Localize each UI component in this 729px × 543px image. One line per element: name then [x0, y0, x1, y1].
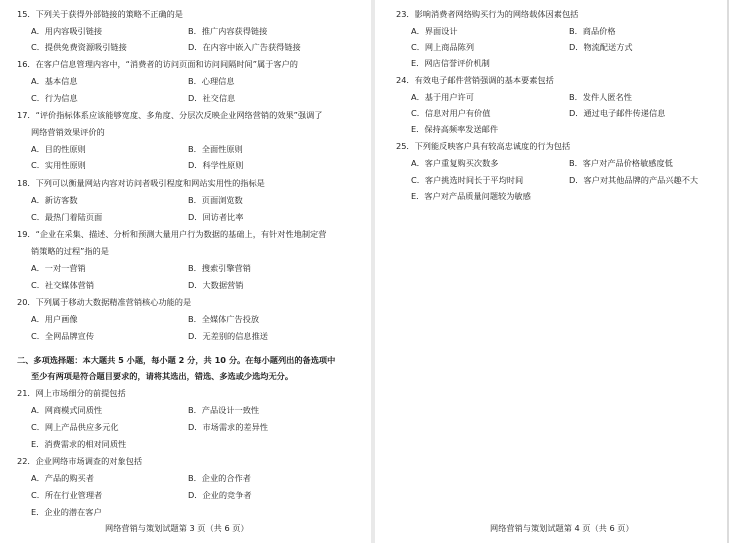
question-18-option-a: A．新访客数 [31, 195, 78, 205]
question-24-option-b: B．发件人匿名性 [569, 92, 632, 102]
question-22-option-d: D．企业的竞争者 [188, 490, 252, 500]
question-16-stem: 16．在客户信息管理内容中，“消费者的访问页面和访问间隔时间”属于客户的 [17, 59, 298, 69]
question-19-stem-line1: 19．“企业在采集、描述、分析和预测大量用户行为数据的基础上，有针对性地制定营 [17, 229, 327, 239]
question-23-option-b: B．商品价格 [569, 26, 616, 36]
question-25-option-b: B．客户对产品价格敏感度低 [569, 158, 673, 168]
question-15-stem: 15．下列关于获得外部链接的策略不正确的是 [17, 9, 183, 19]
question-21-option-a: A．网商模式同质性 [31, 405, 103, 415]
question-19-option-d: D．大数据营销 [188, 280, 244, 290]
question-25-option-a: A．客户重复购买次数多 [411, 158, 499, 168]
question-18-option-b: B．页面浏览数 [188, 195, 243, 205]
question-16-option-a: A．基本信息 [31, 76, 78, 86]
question-22-option-e: E．企业的潜在客户 [31, 507, 102, 517]
question-16-option-c: C．行为信息 [31, 93, 78, 103]
question-23-stem: 23．影响消费者网络购买行为的网络载体因素包括 [396, 9, 579, 19]
question-20-option-a: A．用户画像 [31, 314, 78, 324]
question-19-option-c: C．社交媒体营销 [31, 280, 95, 290]
question-16-option-b: B．心理信息 [188, 76, 235, 86]
question-20-option-b: B．全媒体广告投放 [188, 314, 260, 324]
question-21-option-b: B．产品设计一致性 [188, 405, 260, 415]
question-20-option-c: C．全网品牌宣传 [31, 331, 95, 341]
question-21-stem: 21．网上市场细分的前提包括 [17, 388, 126, 398]
question-21-option-c: C．网上产品供应多元化 [31, 422, 119, 432]
question-19-option-b: B．搜索引擎营销 [188, 263, 251, 273]
question-23-option-e: E．网店信誉评价机制 [411, 58, 490, 68]
question-21-option-e: E．消费需求的相对同质性 [31, 439, 127, 449]
question-24-option-a: A．基于用户许可 [411, 92, 474, 102]
question-17-stem-line2: 网络营销效果评价的 [31, 127, 105, 137]
question-24-option-d: D．通过电子邮件传递信息 [569, 108, 666, 118]
section-2-heading-line2: 至少有两项是符合题目要求的，请将其选出，错选、多选或少选均无分。 [31, 371, 294, 381]
question-24-stem: 24．有效电子邮件营销强调的基本要素包括 [396, 75, 554, 85]
question-24-option-e: E．保持高频率发送邮件 [411, 124, 499, 134]
question-17-stem-line1: 17．“评价指标体系应该能够宽度、多角度、分层次反映企业网络营销的效果”强调了 [17, 110, 323, 120]
question-22-option-a: A．产品的购买者 [31, 473, 94, 483]
question-18-option-c: C．最热门着陆页面 [31, 212, 103, 222]
question-23-option-d: D．物流配送方式 [569, 42, 633, 52]
question-17-option-c: C．实用性原则 [31, 160, 86, 170]
question-17-option-a: A．目的性原则 [31, 144, 86, 154]
question-23-option-c: C．网上商品陈列 [411, 42, 475, 52]
question-22-option-b: B．企业的合作者 [188, 473, 251, 483]
question-25-option-c: C．客户挑选时间长于平均时间 [411, 175, 524, 185]
question-22-option-c: C．所在行业管理者 [31, 490, 103, 500]
question-18-option-d: D．回访者比率 [188, 212, 244, 222]
question-19-option-a: A．一对一营销 [31, 263, 86, 273]
question-19-stem-line2: 销策略的过程”指的是 [31, 246, 109, 256]
page-4-footer: 网络营销与策划试题第 4 页（共 6 页） [490, 523, 634, 533]
question-25-option-e: E．客户对产品质量问题较为敏感 [411, 191, 531, 201]
page-divider [371, 0, 375, 543]
question-18-stem: 18．下列可以衡量网站内容对访问者吸引程度和网站实用性的指标是 [17, 178, 265, 188]
question-15-option-c: C．提供免费资源吸引链接 [31, 42, 127, 52]
question-22-stem: 22．企业网络市场调查的对象包括 [17, 456, 143, 466]
question-15-option-b: B．推广内容获得链接 [188, 26, 268, 36]
question-21-option-d: D．市场需求的差异性 [188, 422, 268, 432]
section-2-heading-line1: 二、多项选择题：本大题共 5 小题，每小题 2 分，共 10 分。在每小题列出的备选项中 [17, 355, 336, 365]
question-20-stem: 20．下列属于移动大数据精准营销核心功能的是 [17, 297, 192, 307]
question-25-stem: 25．下列能反映客户具有较高忠诚度的行为包括 [396, 141, 571, 151]
question-15-option-a: A．用内容吸引链接 [31, 26, 103, 36]
question-15-option-d: D．在内容中嵌入广告获得链接 [188, 42, 301, 52]
page-3-footer: 网络营销与策划试题第 3 页（共 6 页） [105, 523, 249, 533]
exam-page-4 [376, 0, 729, 543]
question-17-option-b: B．全面性原则 [188, 144, 243, 154]
question-16-option-d: D．社交信息 [188, 93, 236, 103]
question-20-option-d: D．无差别的信息推送 [188, 331, 268, 341]
question-23-option-a: A．界面设计 [411, 26, 458, 36]
question-17-option-d: D．科学性原则 [188, 160, 244, 170]
question-24-option-c: C．信息对用户有价值 [411, 108, 491, 118]
question-25-option-d: D．客户对其他品牌的产品兴趣不大 [569, 175, 699, 185]
